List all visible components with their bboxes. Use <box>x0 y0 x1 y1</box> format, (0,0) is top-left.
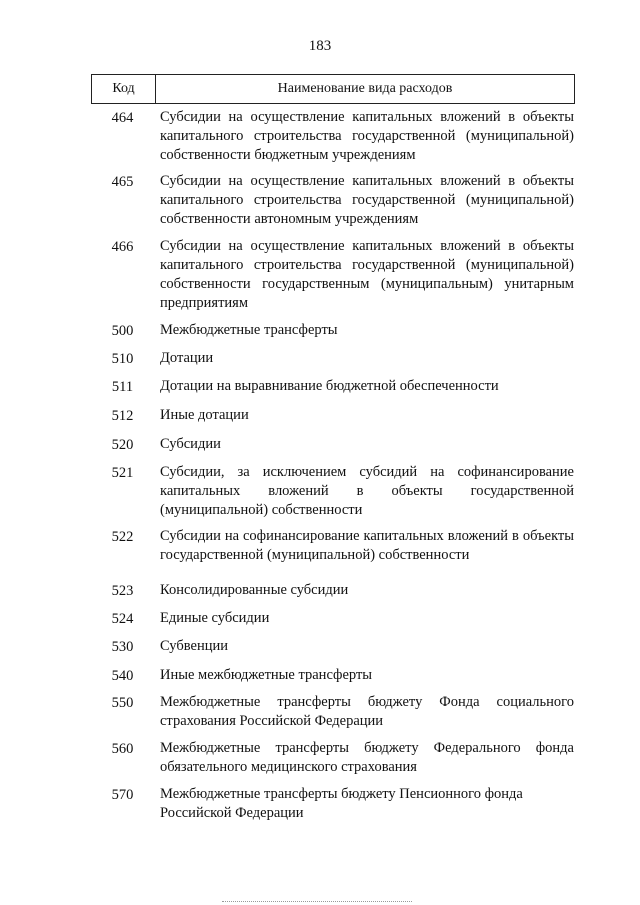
row-name: Дотации <box>160 350 214 366</box>
table-row <box>91 349 575 377</box>
row-code: 466 <box>111 239 134 255</box>
row-name: Иные межбюджетные трансферты <box>160 667 373 683</box>
table-row <box>91 666 575 693</box>
row-code: 511 <box>111 379 134 395</box>
table-row <box>91 406 575 435</box>
header-name: Наименование вида расходов <box>277 81 453 96</box>
row-code: 520 <box>111 437 134 453</box>
table-row <box>91 785 575 831</box>
row-name: Межбюджетные трансферты бюджету Фонда социального страхования Российской Федерации <box>160 694 574 729</box>
row-code: 500 <box>111 323 134 339</box>
row-code: 560 <box>111 741 134 757</box>
table-row <box>91 237 575 321</box>
row-name: Единые субсидии <box>160 610 270 626</box>
table-row <box>91 108 575 172</box>
row-name: Субсидии на софинансирование капитальных вложений в объекты государственной (муниципальной) собственности <box>160 528 574 563</box>
table-row <box>91 435 575 463</box>
row-name: Иные дотации <box>160 407 249 423</box>
row-code: 550 <box>111 695 134 711</box>
table-row <box>91 172 575 237</box>
scan-edge-mark <box>222 901 412 902</box>
table-row <box>91 637 575 666</box>
table-row <box>91 527 575 581</box>
table-row <box>91 463 575 527</box>
row-code: 522 <box>111 529 134 545</box>
row-name: Субсидии <box>160 436 221 452</box>
row-code: 570 <box>111 787 134 803</box>
row-code: 512 <box>111 408 134 424</box>
table-row <box>91 693 575 739</box>
row-code: 530 <box>111 639 134 655</box>
expense-table-body <box>91 108 575 831</box>
row-name: Субсидии на осуществление капитальных вложений в объекты капитального строительства государственной (муниципальной) собственности бюджетным учреждениям <box>160 109 574 163</box>
row-name: Субсидии, за исключением субсидий на софинансирование капитальных вложений в объекты государственной (муниципальной) собственности <box>160 464 574 518</box>
row-name: Межбюджетные трансферты <box>160 322 338 338</box>
table-row <box>91 581 575 609</box>
row-name: Межбюджетные трансферты бюджету Федерального фонда обязательного медицинского страхования <box>160 740 574 775</box>
row-code: 510 <box>111 351 134 367</box>
row-name: Субсидии на осуществление капитальных вложений в объекты капитального строительства государственной (муниципальной) собственности государственным (муниципальным) унитарным предприятиям <box>160 238 574 311</box>
row-name: Межбюджетные трансферты бюджету Пенсионного фонда Российской Федерации <box>160 786 523 821</box>
table-row <box>91 609 575 637</box>
page-number: 183 <box>308 38 332 54</box>
row-name: Дотации на выравнивание бюджетной обеспеченности <box>160 378 499 394</box>
header-code: Код <box>92 75 156 103</box>
row-code: 540 <box>111 668 134 684</box>
table-row <box>91 321 575 349</box>
row-code: 464 <box>111 110 134 126</box>
row-name: Консолидированные субсидии <box>160 582 349 598</box>
row-code: 465 <box>111 174 134 190</box>
table-row <box>91 739 575 785</box>
row-code: 521 <box>111 465 134 481</box>
table-row <box>91 377 575 406</box>
row-name: Субсидии на осуществление капитальных вложений в объекты капитального строительства государственной (муниципальной) собственности автономным учреждениям <box>160 173 574 227</box>
table-header <box>91 74 575 104</box>
row-name: Субвенции <box>160 638 228 654</box>
row-code: 524 <box>111 611 134 627</box>
row-code: 523 <box>111 583 134 599</box>
